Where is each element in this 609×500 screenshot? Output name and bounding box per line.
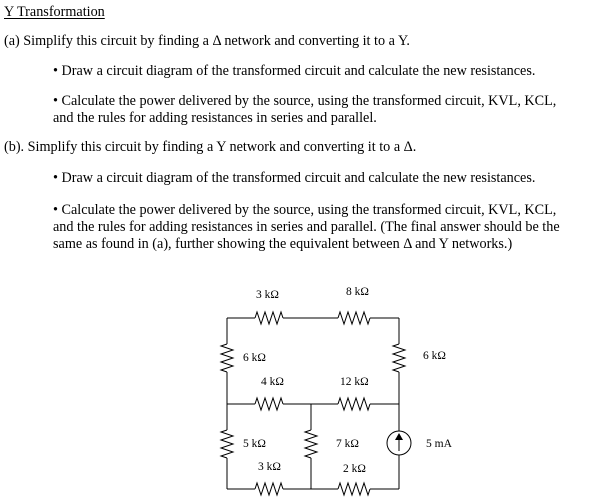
part-a-bullet-2-line-1: • Calculate the power delivered by the source, using the transformed circuit, KVL, KCL, [53, 93, 557, 109]
part-b-heading: (b). Simplify this circuit by finding a Y network and converting it to a Δ. [4, 139, 417, 155]
label-r-mid-right: 12 kΩ [340, 376, 369, 388]
label-r-center-vertical: 7 kΩ [336, 438, 359, 450]
resistor-right-upper [393, 344, 405, 372]
resistor-bottom-right [338, 483, 370, 495]
label-r-left-lower: 5 kΩ [243, 438, 266, 450]
label-r-bottom-left: 3 kΩ [258, 461, 281, 473]
part-b-bullet-2-line-1: • Calculate the power delivered by the source, using the transformed circuit, KVL, KCL, [53, 202, 557, 218]
resistor-bottom-left [255, 483, 283, 495]
resistor-mid-right [338, 398, 370, 410]
part-a-heading: (a) Simplify this circuit by finding a Δ network and converting it to a Y. [4, 33, 410, 49]
resistor-left-upper [221, 344, 233, 372]
part-a-bullet-2-line-2: and the rules for adding resistances in series and parallel. [53, 110, 377, 126]
resistor-top-left [255, 312, 283, 324]
resistor-center-vertical [305, 430, 317, 458]
label-r-right-upper: 6 kΩ [423, 350, 446, 362]
label-r-left-upper: 6 kΩ [243, 352, 266, 364]
current-source-arrow-up-icon [395, 433, 403, 440]
label-r-top-right: 8 kΩ [346, 286, 369, 298]
label-source-current: 5 mA [426, 438, 452, 450]
part-a-bullet-1: • Draw a circuit diagram of the transformed circuit and calculate the new resistances. [53, 63, 536, 79]
label-r-mid-left: 4 kΩ [261, 376, 284, 388]
part-b-bullet-1: • Draw a circuit diagram of the transformed circuit and calculate the new resistances. [53, 170, 536, 186]
resistor-top-right [338, 312, 370, 324]
label-r-bottom-right: 2 kΩ [343, 463, 366, 475]
resistor-mid-left [255, 398, 283, 410]
resistor-left-lower [221, 430, 233, 458]
document-title: Y Transformation [4, 4, 105, 20]
part-b-bullet-2-line-3: same as found in (a), further showing the equivalent between Δ and Y networks.) [53, 236, 513, 252]
label-r-top-left: 3 kΩ [256, 289, 279, 301]
part-b-bullet-2-line-2: and the rules for adding resistances in series and parallel. (The final answer should be the [53, 219, 560, 235]
